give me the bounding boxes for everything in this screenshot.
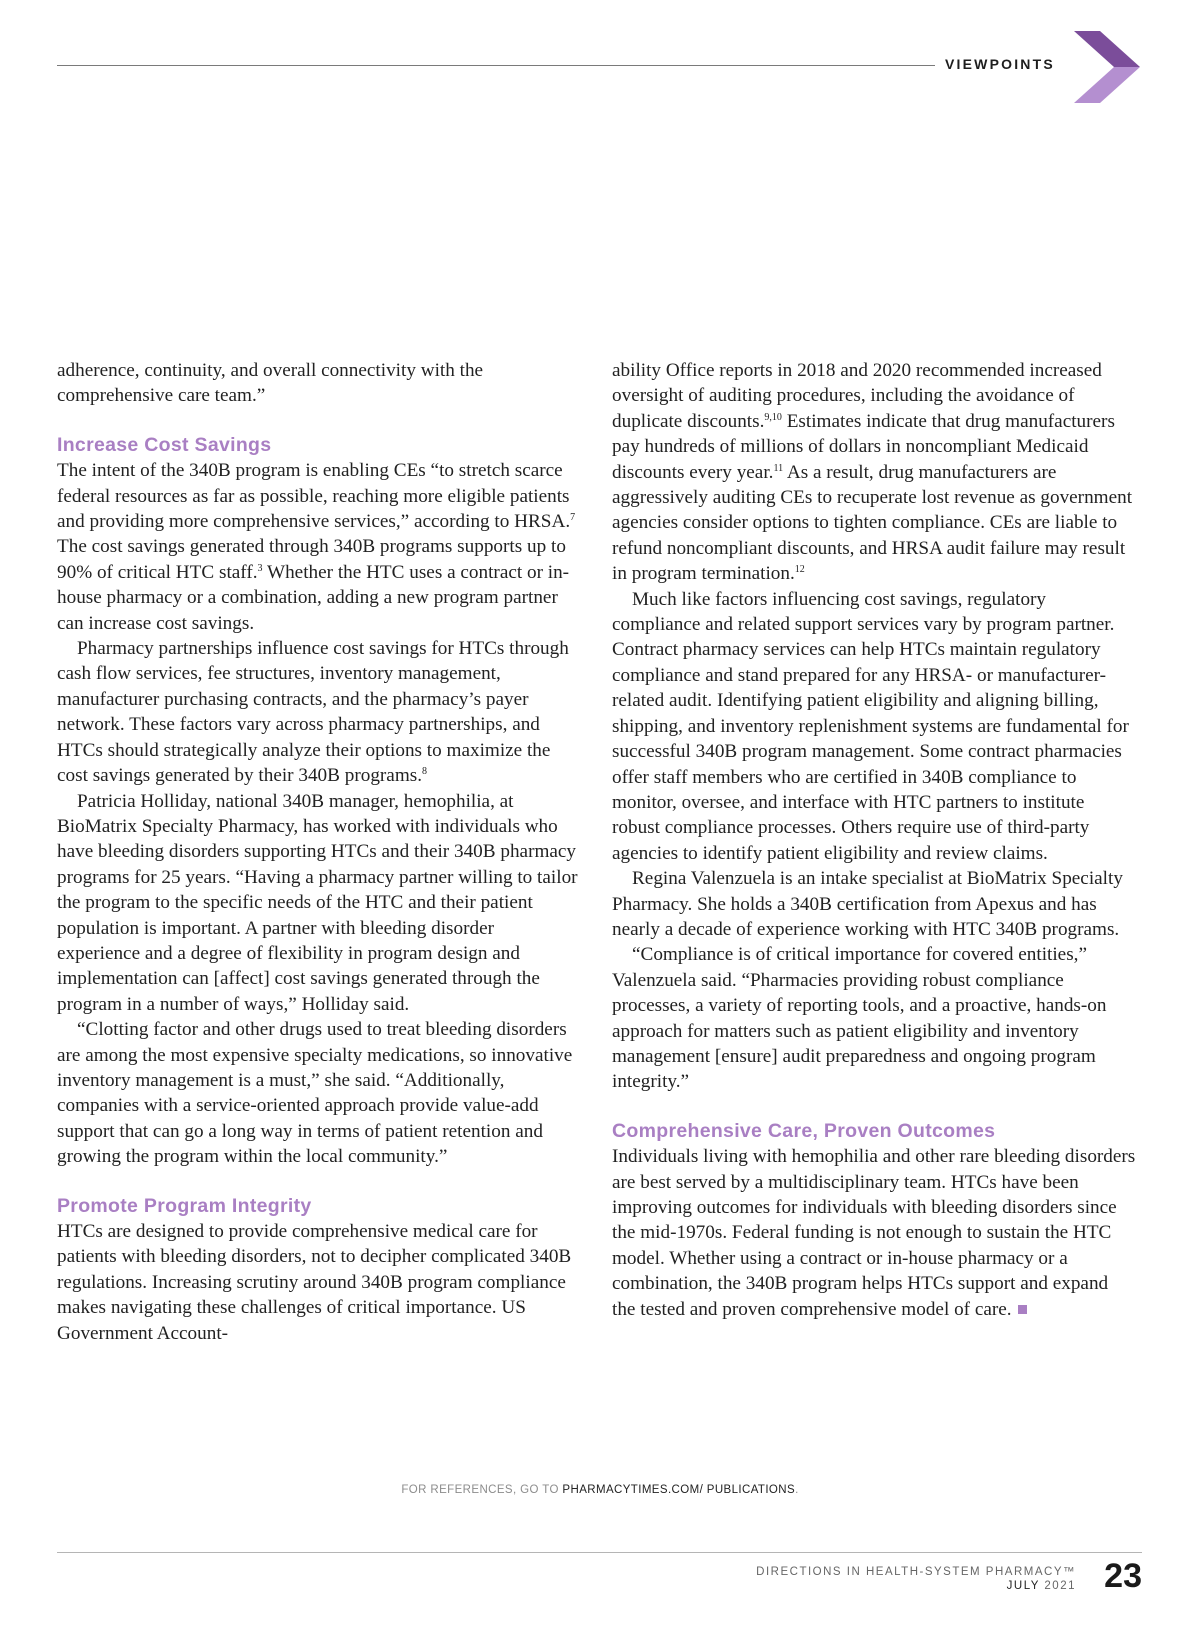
continuation-paragraph: adherence, continuity, and overall connectivity with the comprehensive care team.” [57, 360, 484, 407]
reference-superscript: 8 [422, 766, 428, 778]
heading-promote-program-integrity: Promote Program Integrity [57, 1194, 312, 1217]
reference-superscript: 9,10 [764, 411, 782, 423]
cost-paragraph-2: Pharmacy partnerships influence cost savings for HTCs through cash flow services, fee structures, inventory management, manufacturer purchasing contracts, and the pharmacy’s payer network. These factors vary across pharmacy partnerships, and HTCs should strategically analyze their options to maximize the cost savings generated by their 340B programs.$^8$ [57, 638, 569, 787]
section-label: VIEWPOINTS [945, 56, 1055, 72]
footer-publication [756, 1565, 1076, 1593]
chevron-right-icon [1074, 31, 1140, 103]
integrity-paragraph-4: “Compliance is of critical importance for covered entities,” Valenzuela said. “Pharmacies providing robust compliance processes, a variety of reporting tools, and a proactive, hands-on approach for matters such as patient eligibility and inventory management [ensure] audit preparedness and ongoing program integrity.” [612, 944, 1107, 1093]
reference-superscript: 7 [570, 512, 576, 524]
footer-rule [57, 1552, 1142, 1553]
references-note: FOR REFERENCES, GO TO PHARMACYTIMES.COM/ PUBLICATIONS. [401, 1484, 799, 1496]
page-number: 23 [1104, 1557, 1142, 1595]
chevron-light-part [1074, 67, 1140, 103]
right-column [612, 358, 1136, 1322]
references-link[interactable]: PHARMACYTIMES.COM/ PUBLICATIONS [562, 1484, 796, 1496]
heading-increase-cost-savings: Increase Cost Savings [57, 433, 272, 456]
integrity-continuation: ability Office reports in 2018 and 2020 recommended increased oversight of auditing procedures, including the avoidance of duplicate discounts.$^{9,10}$ Estimates indicate that drug manufacturers pay hundreds of millions of dollars in noncompliant Medicaid discounts every year.$^{11}$ As a result, drug manufacturers are aggressively auditing CEs to recuperate lost revenue as government agencies consider options to tighten compliance. CEs are liable to refund noncompliant discounts, and HRSA audit failure may result in program termination.$^{12}$ [612, 360, 1133, 585]
chevron-dark-part [1074, 31, 1140, 67]
issue-month: JULY [1006, 1580, 1040, 1592]
care-paragraph-1: Individuals living with hemophilia and other rare bleeding disorders are best served by a multidisciplinary team. HTCs have been improving outcomes for individuals with bleeding disorders since the mid-1970s. Federal funding is not enough to sustain the HTC model. Whether using a contract or in-house pharmacy or a combination, the 340B program helps HTCs support and expand the tested and proven comprehensive model of care. [612, 1146, 1136, 1320]
integrity-paragraph-1: HTCs are designed to provide comprehensive medical care for patients with bleeding disorders, not to decipher complicated 340B regulations. Increasing scrutiny around 340B program compliance makes navigating these challenges of critical importance. US Government Account- [57, 1221, 572, 1344]
end-of-article-mark [1018, 1305, 1027, 1314]
heading-comprehensive-care: Comprehensive Care, Proven Outcomes [612, 1119, 996, 1142]
header-rule [57, 65, 935, 66]
publication-title: DIRECTIONS IN HEALTH-SYSTEM PHARMACY™ [756, 1566, 1076, 1578]
issue-year: 2021 [1044, 1580, 1076, 1592]
reference-superscript: 11 [773, 462, 784, 474]
integrity-paragraph-3: Regina Valenzuela is an intake specialist at BioMatrix Specialty Pharmacy. She holds a 340B certification from Apexus and has nearly a decade of experience working with HTC 340B programs. [612, 868, 1123, 940]
integrity-paragraph-2: Much like factors influencing cost savings, regulatory compliance and related support services vary by program partner. Contract pharmacy services can help HTCs maintain regulatory compliance and stand prepared for any HRSA- or manufacturer-related audit. Identifying patient eligibility and aligning billing, shipping, and inventory replenishment systems are fundamental for successful 340B program management. Some contract pharmacies offer staff members who are certified in 340B compliance to monitor, oversee, and interface with HTC partners to institute robust compliance processes. Others require use of third-party agencies to identify patient eligibility and review claims. [612, 588, 1129, 864]
cost-paragraph-3: Patricia Holliday, national 340B manager, hemophilia, at BioMatrix Specialty Pharmacy, has worked with individuals who have bleeding disorders supporting HTCs and their 340B pharmacy programs for 25 years. “Having a pharmacy partner willing to tailor the program to the specific needs of the HTC and their patient population is important. A partner with bleeding disorder experience and a degree of flexibility in program design and implementation can [affect] cost savings generated through the program in a number of ways,” Holliday said. [57, 790, 578, 1015]
reference-superscript: 3 [257, 562, 263, 574]
reference-superscript: 12 [794, 564, 805, 576]
cost-paragraph-1: The intent of the 340B program is enabling CEs “to stretch scarce federal resources as far as possible, reaching more eligible patients and providing more comprehensive services,” according to HRSA.$^7$ The cost savings generated through 340B programs supports up to 90% of critical HTC staff.$^3$ Whether the HTC uses a contract or in-house pharmacy or a combination, adding a new program partner can increase cost savings. [57, 460, 576, 634]
left-column [57, 358, 581, 1346]
cost-paragraph-4: “Clotting factor and other drugs used to treat bleeding disorders are among the most expensive specialty medications, so innovative inventory management is a must,” she said. “Additionally, companies with a service-oriented approach provide value-add support that can go a long way in terms of patient retention and growing the program within the local community.” [57, 1019, 573, 1168]
